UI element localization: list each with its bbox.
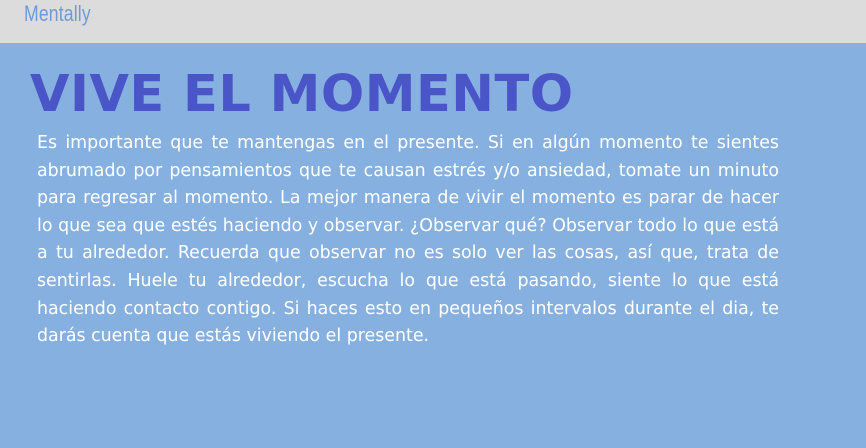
page-title: VIVE EL MOMENTO xyxy=(30,65,574,124)
brand-logo[interactable]: Mentally xyxy=(24,1,91,26)
article-body: Es importante que te mantengas en el presente. Si en algún momento te sientes abrumado por pensamientos que te causan estrés y/o ansiedad, tomate un minuto para regresar al momento. La mejor manera de vivir el momento es parar de hacer lo que sea que estés haciendo y observar. ¿Observar qué? Observar todo lo que está a tu alrededor. Recuerda que observar no es solo ver las cosas, así que, trata de sentirlas. Huele tu alrededor, escucha lo que está pasando, siente lo que está haciendo contacto contigo. Si haces esto en pequeños intervalos durante el dia, te darás cuenta que estás viviendo el presente. xyxy=(37,133,779,347)
top-bar xyxy=(0,0,866,43)
